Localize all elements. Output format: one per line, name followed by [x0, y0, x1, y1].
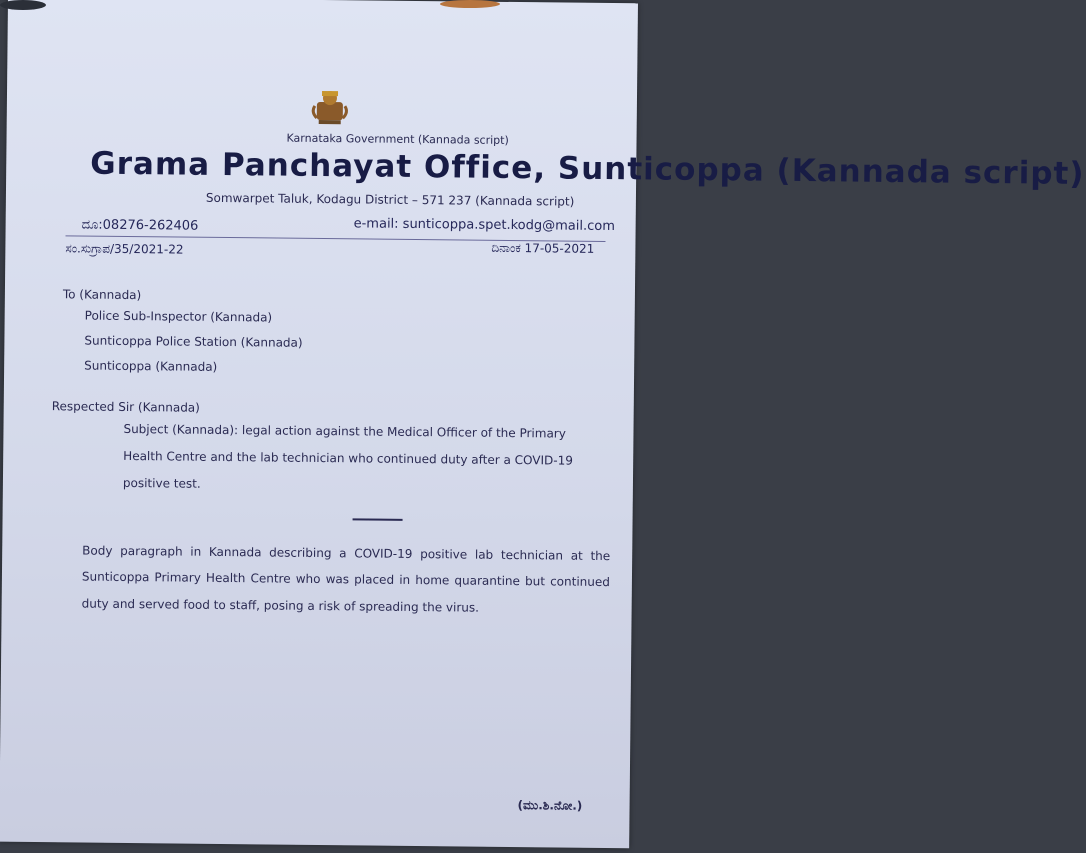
subject-divider: [353, 518, 403, 521]
email-address: e-mail: sunticoppa.spet.kodg@mail.com: [353, 216, 615, 235]
recipient-place: Sunticoppa (Kannada): [84, 358, 218, 374]
recipient-designation: Police Sub-Inspector (Kannada): [84, 308, 273, 325]
to-label: To (Kannada): [62, 287, 142, 303]
letter-date: ದಿನಾಂಕ 17-05-2021: [491, 240, 595, 256]
subject-paragraph: Subject (Kannada): legal action against the Medical Officer of the Primary Health Centre and the lab technician who continued duty after a COVID-19 positive test.: [122, 421, 573, 491]
greeting: Respected Sir (Kannada): [51, 399, 200, 415]
government-label: Karnataka Government (Kannada script): [286, 131, 509, 147]
emblem-icon: [313, 88, 347, 126]
reference-number: ಸಂ.ಸುಗ್ರಾಪ/35/2021-22: [65, 241, 184, 257]
finger-mark: [440, 0, 500, 8]
office-address: Somwarpet Taluk, Kodagu District – 571 237 (Kannada script): [205, 190, 575, 209]
recipient-office: Sunticoppa Police Station (Kannada): [84, 333, 303, 350]
signoff: (ಮು.ಶಿ.ನೋ.): [517, 798, 583, 813]
phone-number: ದೂ:08276-262406: [81, 217, 199, 234]
body-paragraph: Body paragraph in Kannada describing a COVID-19 positive lab technician at the Sunticoppa Primary Health Centre who was placed in home quarantine but continued duty and served food to staff, posing a risk of spreading the virus.: [81, 543, 611, 615]
office-title: Grama Panchayat Office, Sunticoppa (Kannada script): [90, 145, 1085, 192]
photo-edge-shadow: [0, 0, 46, 10]
